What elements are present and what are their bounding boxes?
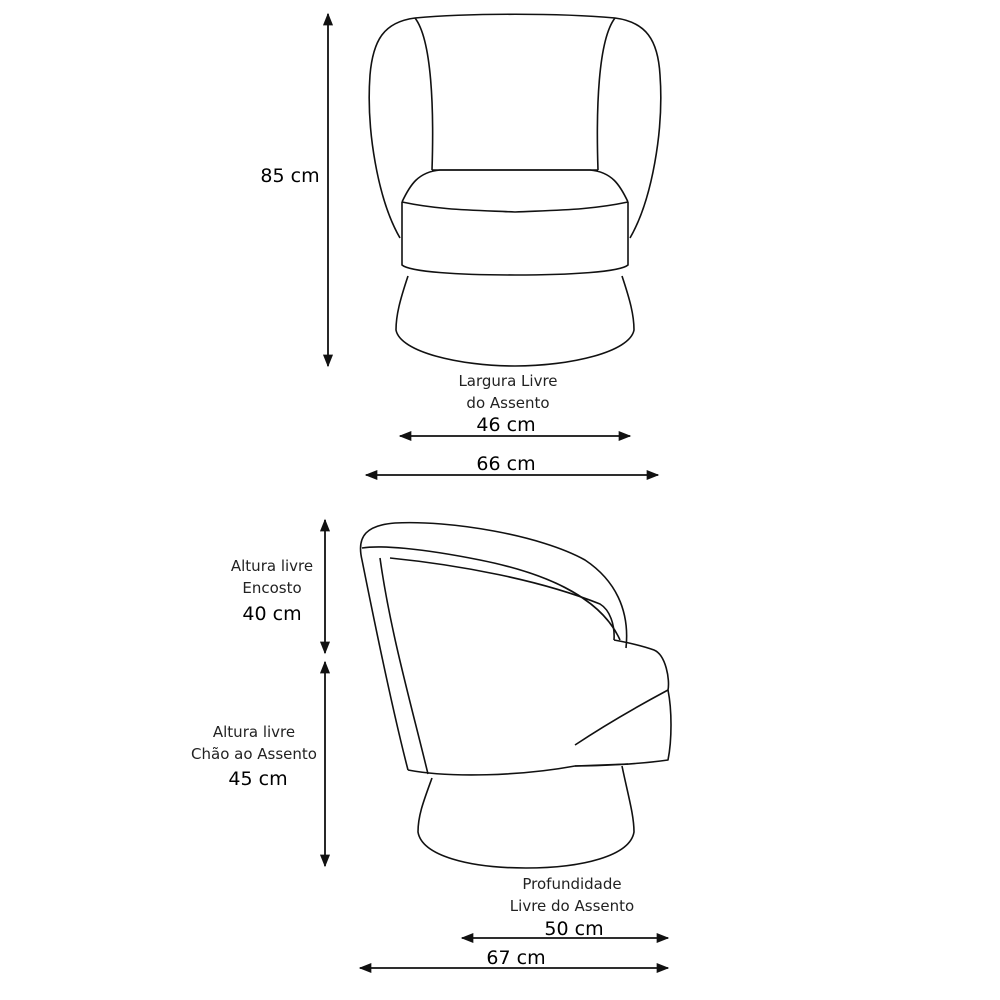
seat-depth-caption	[492, 873, 652, 917]
seat-height-caption-line2: Chão ao Assento	[191, 745, 317, 763]
seat-depth-50-label: 50 cm	[544, 918, 604, 940]
height-85-label: 85 cm	[260, 165, 320, 187]
total-depth-67-label: 67 cm	[486, 947, 546, 969]
side-backrest-inner	[380, 558, 428, 774]
total-width-66-label: 66 cm	[476, 453, 536, 475]
seat-height-caption	[180, 721, 328, 765]
side-seat-cushion	[575, 640, 668, 745]
front-seat-cushion-edge	[402, 202, 628, 212]
front-seat-cushion-top	[402, 170, 628, 202]
seat-height-caption-line1: Altura livre	[212, 723, 296, 741]
front-right-arm-inner	[597, 18, 615, 170]
front-view-chair	[369, 14, 661, 366]
seat-height-45-label: 45 cm	[228, 768, 288, 790]
front-seat-base	[402, 202, 628, 275]
back-height-caption-line1: Altura livre	[230, 557, 314, 575]
seat-width-caption-line1: Largura Livre	[458, 372, 558, 390]
side-arm-inner	[390, 558, 614, 640]
front-left-arm-inner	[415, 18, 433, 170]
seat-width-46-label: 46 cm	[476, 414, 536, 436]
seat-depth-caption-line2: Livre do Assento	[509, 897, 635, 915]
seat-width-caption	[428, 370, 588, 414]
seat-depth-caption-line1: Profundidade	[522, 875, 622, 893]
back-height-40-label: 40 cm	[242, 603, 302, 625]
seat-width-caption-line2: do Assento	[466, 394, 550, 412]
front-pedestal	[396, 276, 634, 366]
side-seat-bottom	[408, 764, 628, 775]
side-pedestal	[418, 766, 634, 868]
side-view-chair	[360, 523, 671, 868]
side-seat-front	[575, 690, 671, 766]
back-height-caption-line2: Encosto	[242, 579, 302, 597]
back-height-caption	[212, 555, 332, 599]
side-backrest-top-edge	[362, 547, 620, 640]
